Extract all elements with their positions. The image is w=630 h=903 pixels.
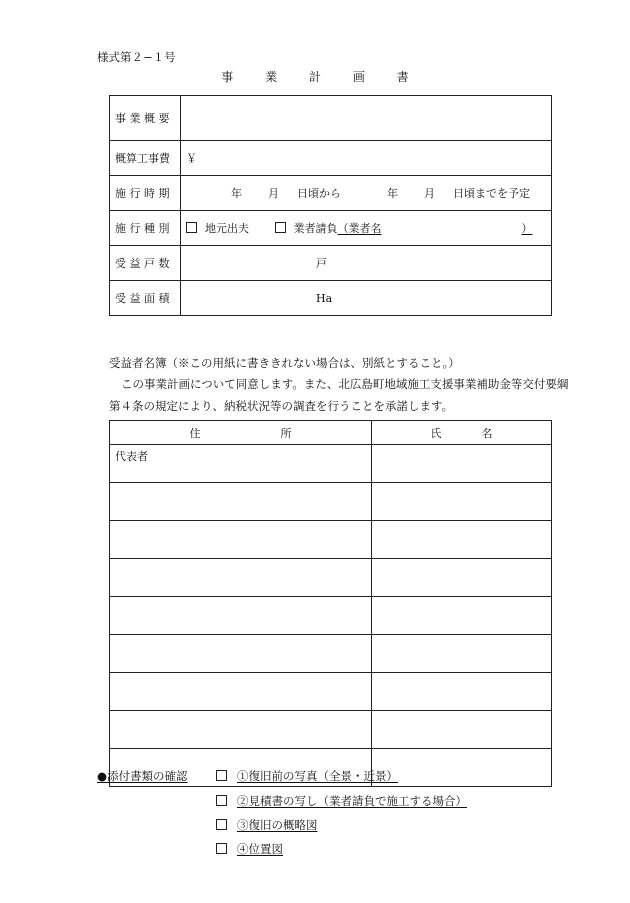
contractor-checkbox[interactable] <box>275 222 286 233</box>
cost-row <box>110 141 552 176</box>
table-row <box>110 597 552 635</box>
name-cell[interactable] <box>372 749 552 787</box>
cost-label: 概算工事費 <box>110 141 181 176</box>
table-row <box>110 483 552 521</box>
attachments-label: ●添付書類の確認 <box>97 769 188 783</box>
address-cell[interactable] <box>110 597 372 635</box>
type-label: 施 行 種 別 <box>110 211 181 246</box>
period-row <box>110 176 552 211</box>
beneficiary-table <box>109 420 552 787</box>
area-unit: Ha <box>316 291 333 305</box>
attachment-label: ①復旧前の写真（全景・近景） <box>237 769 398 783</box>
type-field <box>181 211 552 246</box>
period-from: 日頃から <box>297 187 341 200</box>
title-char: 事 <box>221 70 234 84</box>
name-cell[interactable] <box>372 597 552 635</box>
area-label: 受 益 面 積 <box>110 281 181 316</box>
table-row <box>110 673 552 711</box>
name-cell[interactable] <box>372 445 552 483</box>
address-cell[interactable] <box>110 521 372 559</box>
name-header: 氏 名 <box>372 421 552 445</box>
attachment-checkbox[interactable] <box>216 795 227 806</box>
table-row <box>110 635 552 673</box>
form-number: 様式第２−１号 <box>97 50 176 64</box>
address-cell[interactable] <box>110 559 372 597</box>
summary-table <box>109 95 552 316</box>
period-year-1: 年 <box>231 187 242 200</box>
table-row <box>110 559 552 597</box>
period-month-1: 月 <box>268 187 279 200</box>
address-cell[interactable]: 代表者 <box>110 445 372 483</box>
attachment-item <box>216 768 398 784</box>
name-cell[interactable] <box>372 559 552 597</box>
name-cell[interactable] <box>372 673 552 711</box>
attachment-item <box>216 817 318 833</box>
table-row <box>110 445 552 483</box>
yen-symbol: ￥ <box>186 152 197 165</box>
households-label: 受 益 戸 数 <box>110 246 181 281</box>
attachment-label: ④位置図 <box>237 842 283 856</box>
attachment-label: ③復旧の概略図 <box>237 818 318 832</box>
title-char: 計 <box>308 70 321 84</box>
name-cell[interactable] <box>372 521 552 559</box>
address-cell[interactable] <box>110 635 372 673</box>
cost-field[interactable] <box>181 141 552 176</box>
address-header: 住 所 <box>110 421 372 445</box>
contractor-name-field[interactable]: （業者名 ） <box>337 222 533 235</box>
local-labor-label: 地元出夫 <box>205 222 249 235</box>
period-year-2: 年 <box>387 187 398 200</box>
attachment-label: ②見積書の写し（業者請負で施工する場合） <box>237 794 467 808</box>
address-cell[interactable] <box>110 673 372 711</box>
name-cell[interactable] <box>372 711 552 749</box>
title-char: 業 <box>265 70 278 84</box>
table-row <box>110 521 552 559</box>
contractor-label: 業者請負 <box>293 222 338 235</box>
attachment-item <box>216 793 467 809</box>
households-row <box>110 246 552 281</box>
page-title <box>0 68 630 85</box>
table-header-row <box>110 421 552 445</box>
period-month-2: 月 <box>424 187 435 200</box>
period-field[interactable] <box>181 176 552 211</box>
households-field[interactable] <box>181 246 552 281</box>
address-cell[interactable] <box>110 711 372 749</box>
area-row <box>110 281 552 316</box>
attachment-item <box>216 841 283 857</box>
overview-label: 事 業 概 要 <box>110 96 181 141</box>
local-labor-checkbox[interactable] <box>186 222 197 233</box>
type-row <box>110 211 552 246</box>
period-until: 日頃までを予定 <box>453 187 530 200</box>
period-label: 施 行 時 期 <box>110 176 181 211</box>
beneficiary-note: 受益者名簿（※この用紙に書ききれない場合は、別紙とすること。） <box>109 356 460 370</box>
name-cell[interactable] <box>372 483 552 521</box>
overview-field[interactable] <box>181 96 552 141</box>
area-field[interactable] <box>181 281 552 316</box>
attachment-checkbox[interactable] <box>216 843 227 854</box>
title-char: 書 <box>396 70 409 84</box>
address-cell[interactable] <box>110 483 372 521</box>
attachment-checkbox[interactable] <box>216 770 227 781</box>
table-row <box>110 711 552 749</box>
title-char: 画 <box>352 70 365 84</box>
households-unit: 戸 <box>316 257 327 270</box>
consent-text: この事業計画について同意します。また、北広島町地域施工支援事業補助金等交付要綱第４条の規定により、納税状況等の調査を行うことを承諾します。 <box>109 377 569 413</box>
attachment-checkbox[interactable] <box>216 819 227 830</box>
overview-row <box>110 96 552 141</box>
name-cell[interactable] <box>372 635 552 673</box>
